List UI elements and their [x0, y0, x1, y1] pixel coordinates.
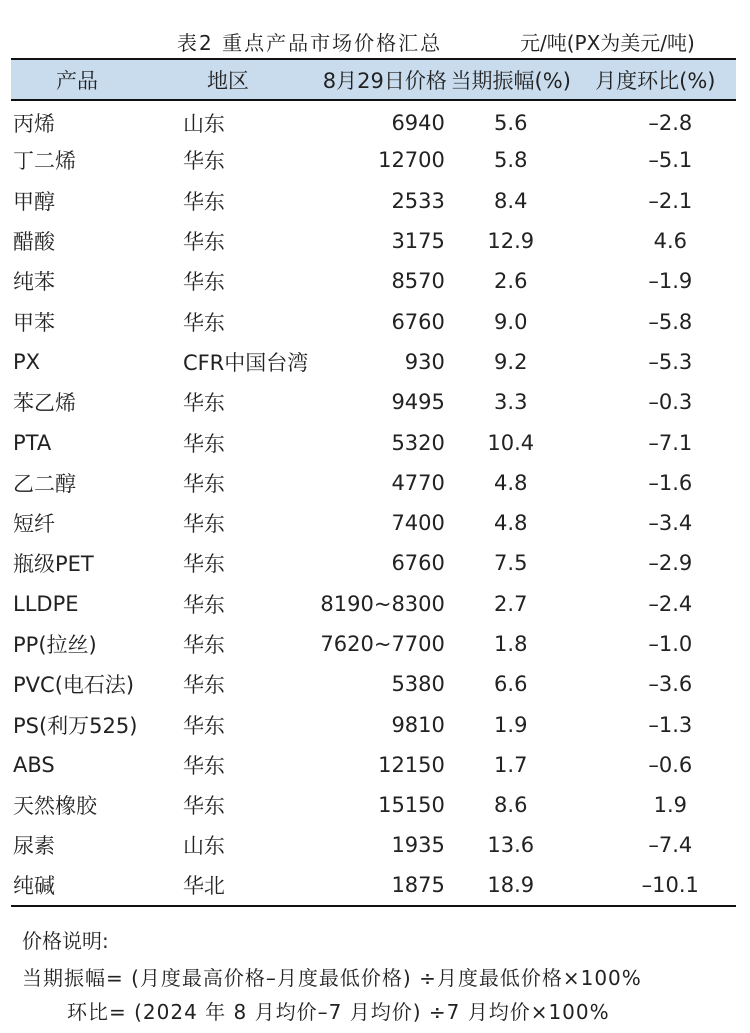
cell-price: 8190~8300	[320, 591, 445, 616]
cell-mom: –5.1	[648, 148, 693, 173]
table-row	[11, 584, 736, 624]
cell-product: PTA	[13, 430, 52, 455]
cell-mom: –10.1	[641, 873, 699, 898]
cell-product: 瓶级PET	[13, 552, 94, 577]
cell-product: 甲苯	[13, 310, 55, 335]
cell-amplitude: 5.6	[494, 110, 528, 135]
cell-product: PS(利万525)	[13, 713, 138, 738]
cell-region: 华东	[182, 713, 225, 738]
cell-product: 短纤	[13, 512, 55, 537]
cell-price: 1935	[391, 833, 445, 858]
cell-region: 华东	[182, 471, 225, 496]
table-row	[11, 543, 736, 583]
cell-mom: –2.9	[648, 551, 693, 576]
cell-region: 华东	[182, 391, 225, 416]
cell-price: 6940	[391, 110, 445, 135]
table-row	[11, 100, 736, 140]
table-row	[11, 140, 736, 180]
cell-price: 15150	[378, 793, 445, 818]
table-row	[11, 503, 736, 543]
cell-mom: –0.6	[648, 752, 693, 777]
table-row	[11, 624, 736, 664]
header-region: 地区	[206, 68, 249, 93]
table-header	[11, 59, 736, 100]
cell-region: 华东	[182, 310, 225, 335]
cell-price: 12150	[378, 752, 445, 777]
cell-product: 天然橡胶	[13, 794, 97, 819]
cell-amplitude: 12.9	[487, 229, 535, 254]
table-row	[11, 181, 736, 221]
cell-region: 山东	[182, 111, 225, 136]
header-product: 产品	[56, 68, 98, 93]
table-row	[11, 704, 736, 744]
table-row	[11, 422, 736, 462]
price-table	[11, 58, 736, 907]
cell-price: 7400	[391, 511, 445, 536]
cell-price: 4770	[391, 470, 445, 495]
cell-price: 8570	[391, 269, 445, 294]
cell-product: ABS	[13, 752, 55, 777]
cell-product: 苯乙烯	[13, 391, 76, 416]
cell-mom: –7.1	[648, 430, 693, 455]
cell-price: 9495	[391, 390, 445, 415]
cell-mom: –1.3	[648, 712, 693, 737]
cell-price: 1875	[391, 873, 445, 898]
cell-mom: –2.1	[648, 188, 693, 213]
cell-mom: –7.4	[648, 833, 693, 858]
cell-product: 纯苯	[13, 270, 55, 295]
cell-region: 华东	[182, 431, 225, 456]
table-title: 表2 重点产品市场价格汇总	[177, 31, 443, 55]
cell-mom: –1.0	[648, 632, 693, 656]
cell-region: 华东	[182, 592, 225, 617]
table-row	[11, 301, 736, 341]
cell-amplitude: 4.8	[494, 511, 528, 536]
cell-region: 华东	[182, 794, 225, 819]
cell-amplitude: 7.5	[494, 551, 528, 576]
mom-formula: 环比= (2024 年 8 月均价–7 月均价) ÷7 月均价×100%	[67, 1000, 610, 1024]
cell-price: 9810	[391, 712, 445, 737]
cell-region: 华东	[182, 270, 225, 295]
cell-amplitude: 1.7	[494, 752, 528, 777]
cell-price: 6760	[391, 551, 445, 576]
table-body	[11, 100, 736, 906]
cell-mom: –3.4	[648, 511, 693, 536]
cell-region: 华东	[182, 149, 225, 174]
cell-product: PX	[13, 349, 41, 374]
cell-mom: –2.8	[648, 110, 693, 135]
cell-amplitude: 9.0	[494, 309, 528, 334]
cell-region: 华东	[182, 633, 225, 657]
cell-amplitude: 3.3	[494, 390, 528, 415]
table-row	[11, 463, 736, 503]
cell-price: 5380	[391, 672, 445, 697]
cell-region: 华东	[182, 230, 225, 255]
cell-amplitude: 10.4	[487, 430, 535, 455]
header-amplitude: 当期振幅(%)	[450, 68, 571, 93]
cell-mom: –5.3	[648, 349, 693, 374]
cell-region: 华东	[182, 512, 225, 537]
cell-price: 5320	[391, 430, 445, 455]
header-price: 8月29日价格	[322, 68, 447, 93]
cell-region: 华北	[182, 874, 225, 899]
table-row	[11, 382, 736, 422]
cell-product: 丁二烯	[13, 149, 76, 174]
cell-price: 3175	[391, 229, 445, 254]
cell-mom: –3.6	[648, 672, 693, 697]
cell-region: 华东	[182, 552, 225, 577]
cell-price: 6760	[391, 309, 445, 334]
cell-amplitude: 4.8	[494, 470, 528, 495]
unit-note: 元/吨(PX为美元/吨)	[520, 31, 695, 55]
cell-price: 12700	[378, 148, 445, 173]
table-row	[11, 866, 736, 906]
cell-product: PVC(电石法)	[13, 673, 135, 698]
cell-mom: –0.3	[648, 390, 693, 415]
notes-title: 价格说明:	[22, 929, 109, 953]
cell-product: 丙烯	[13, 111, 55, 136]
cell-amplitude: 1.9	[494, 712, 528, 737]
cell-amplitude: 18.9	[487, 873, 535, 898]
cell-mom: –2.4	[648, 591, 693, 616]
table-row	[11, 664, 736, 704]
cell-product: PP(拉丝)	[13, 633, 97, 657]
cell-product: 尿素	[13, 834, 55, 859]
cell-mom: –1.9	[648, 269, 693, 294]
cell-amplitude: 5.8	[494, 148, 528, 173]
cell-product: 甲醇	[13, 189, 55, 214]
header-mom: 月度环比(%)	[595, 68, 716, 93]
cell-mom: –1.6	[648, 470, 693, 495]
cell-region: 华东	[182, 753, 225, 778]
table-row	[11, 261, 736, 301]
table-row	[11, 221, 736, 261]
cell-region: 华东	[182, 673, 225, 698]
cell-amplitude: 9.2	[494, 349, 528, 374]
table-row	[11, 745, 736, 785]
cell-amplitude: 2.6	[494, 269, 528, 294]
table-row	[11, 825, 736, 865]
cell-amplitude: 6.6	[494, 672, 528, 697]
cell-product: 纯碱	[13, 874, 55, 899]
header-row	[11, 59, 736, 100]
cell-amplitude: 1.8	[494, 632, 528, 656]
cell-price: 930	[404, 349, 445, 374]
cell-mom: –5.8	[648, 309, 693, 334]
cell-product: 乙二醇	[13, 471, 76, 496]
cell-amplitude: 2.7	[494, 591, 528, 616]
table-row	[11, 342, 736, 382]
table-row	[11, 785, 736, 825]
cell-price: 7620~7700	[320, 632, 445, 656]
cell-amplitude: 8.4	[494, 188, 528, 213]
cell-region: 华东	[182, 189, 225, 214]
cell-amplitude: 13.6	[487, 833, 535, 858]
cell-product: 醋酸	[13, 230, 55, 255]
cell-mom: 4.6	[653, 229, 687, 254]
cell-mom: 1.9	[653, 793, 687, 818]
cell-product: LLDPE	[13, 591, 79, 616]
cell-region: 山东	[182, 834, 225, 859]
amplitude-formula: 当期振幅= (月度最高价格–月度最低价格) ÷月度最低价格×100%	[22, 966, 642, 990]
cell-price: 2533	[391, 188, 445, 213]
cell-amplitude: 8.6	[494, 793, 528, 818]
cell-region: CFR中国台湾	[182, 350, 309, 375]
